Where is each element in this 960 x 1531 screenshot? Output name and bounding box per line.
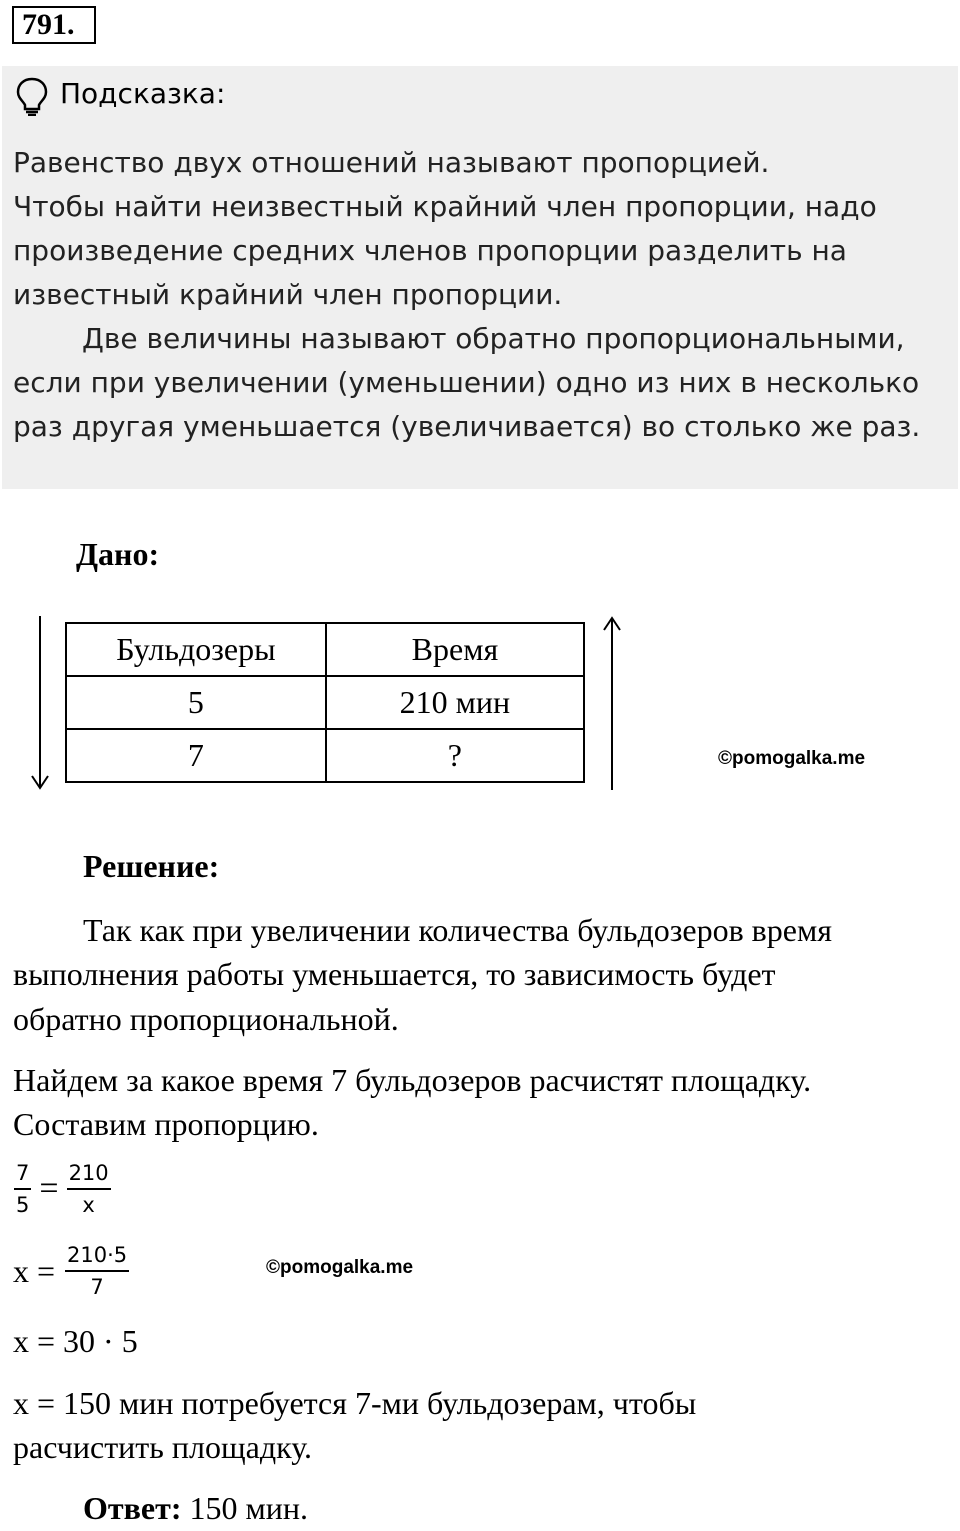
table-header-row <box>66 623 584 676</box>
answer-label: Ответ: <box>83 1490 182 1526</box>
result-line: расчистить площадку. <box>13 1429 312 1465</box>
fraction <box>65 1242 129 1300</box>
table-cell: 7 <box>66 729 326 782</box>
fraction-numerator: 7 <box>14 1160 31 1190</box>
result-line: x = 150 мин потребуется 7-ми бульдозерам, чтобы <box>13 1385 697 1421</box>
hint-line: если при увеличении (уменьшении) одно из них в несколько <box>13 366 920 399</box>
fraction-numerator: 210 <box>67 1160 111 1190</box>
fraction-denominator: 5 <box>16 1193 30 1217</box>
table-cell: 5 <box>66 676 326 729</box>
answer-value: 150 мин. <box>189 1490 308 1526</box>
equation-line: x = 30 · 5 <box>13 1323 138 1359</box>
hint-line: Две величины называют обратно пропорциональными, <box>82 322 905 355</box>
solution-text-line: Так как при увеличении количества бульдозеров время <box>83 912 832 948</box>
watermark: ©pomogalka.me <box>718 748 866 769</box>
equation-proportion <box>14 1160 111 1218</box>
hint-title: Подсказка: <box>60 77 226 110</box>
watermark: ©pomogalka.me <box>266 1257 414 1278</box>
equation-lhs: x = <box>13 1252 56 1289</box>
solution-text-line: Составим пропорцию. <box>13 1106 319 1142</box>
table-header: Бульдозеры <box>66 623 326 676</box>
solution-text-line: выполнения работы уменьшается, то зависимость будет <box>13 956 776 992</box>
task-number: 791. <box>12 6 96 44</box>
fraction-numerator: 210·5 <box>65 1242 129 1272</box>
given-heading: Дано: <box>76 536 160 572</box>
table-row <box>66 676 584 729</box>
fraction-denominator: x <box>82 1193 95 1217</box>
given-table <box>65 622 585 783</box>
hint-line: произведение средних членов пропорции разделить на <box>13 234 847 267</box>
answer <box>83 1485 308 1531</box>
hint-line: известный крайний член пропорции. <box>13 278 563 311</box>
table-row <box>66 729 584 782</box>
fraction-denominator: 7 <box>90 1275 104 1299</box>
solution-heading: Решение: <box>83 848 220 884</box>
table-cell: ? <box>326 729 584 782</box>
fraction <box>14 1160 31 1218</box>
fraction <box>67 1160 111 1218</box>
lightbulb-icon <box>14 76 50 116</box>
arrow-up-icon <box>600 614 624 794</box>
hint-line: Чтобы найти неизвестный крайний член пропорции, надо <box>13 190 877 223</box>
solution-text-line: Найдем за какое время 7 бульдозеров расчистят площадку. <box>13 1062 812 1098</box>
table-cell: 210 мин <box>326 676 584 729</box>
hint-line: раз другая уменьшается (увеличивается) во столько же раз. <box>13 410 921 443</box>
equation-x <box>13 1242 129 1300</box>
solution-text-line: обратно пропорциональной. <box>13 1001 399 1037</box>
equals-sign: = <box>39 1170 59 1207</box>
hint-line: Равенство двух отношений называют пропорцией. <box>13 146 770 179</box>
table-header: Время <box>326 623 584 676</box>
arrow-down-icon <box>28 614 52 794</box>
